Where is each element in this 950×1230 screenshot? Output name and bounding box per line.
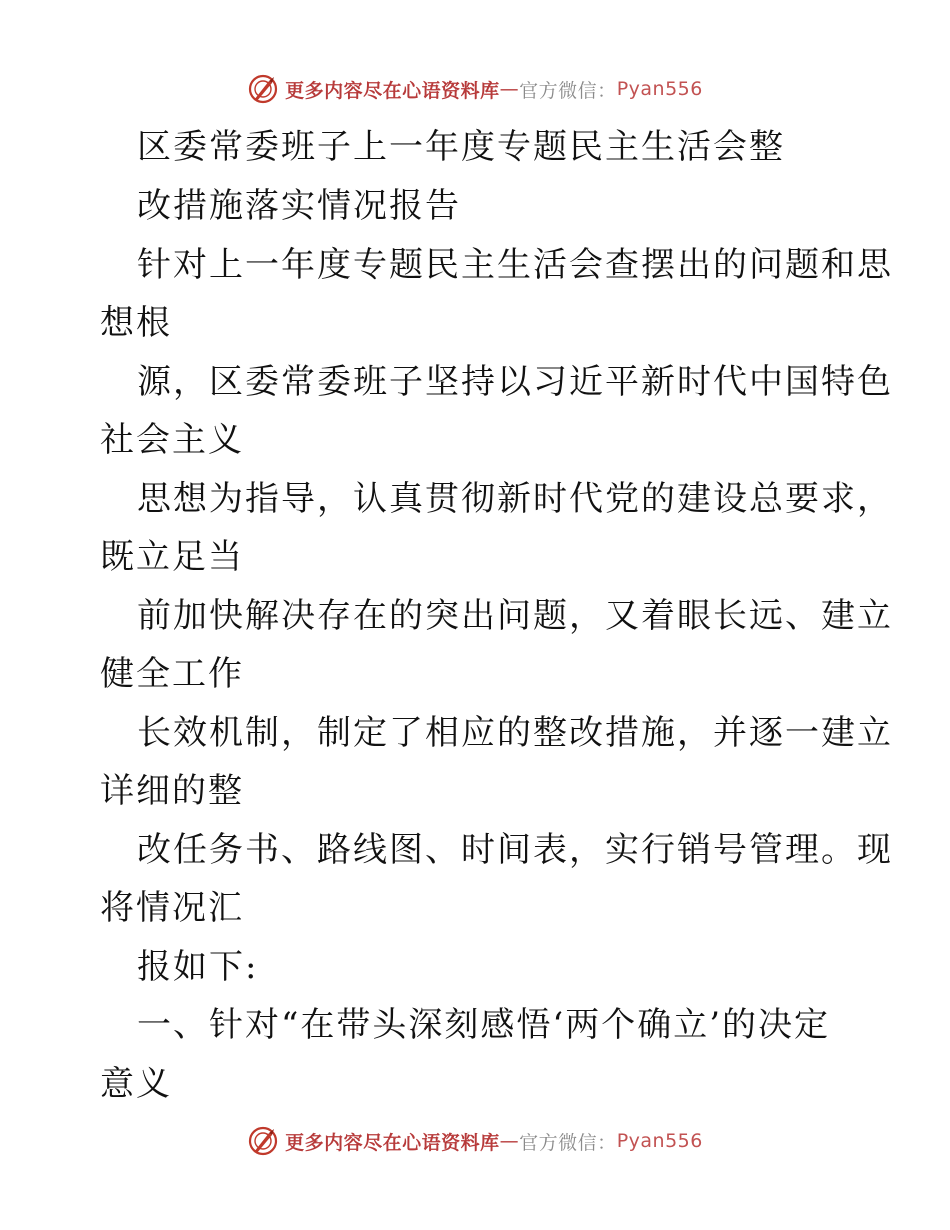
title-line-1: 区委常委班子上一年度专题民主生活会整 [137,127,785,167]
section-heading-line: 意义 [100,1064,172,1104]
paragraph-line: 既立足当 [100,537,244,577]
paragraph-line: 健全工作 [100,654,244,694]
paragraph-line: 改任务书、路线图、时间表，实行销号管理。现 [137,830,893,870]
header-site-text: 更多内容尽在心语资料库 [285,79,500,102]
paragraph-line: 长效机制，制定了相应的整改措施，并逐一建立 [137,713,893,753]
footer-watermark [0,1121,950,1161]
title-line-2: 改措施落实情况报告 [137,186,461,226]
paragraph-line: 源，区委常委班子坚持以习近平新时代中国特色 [137,362,893,402]
section-heading-line: 一、针对“在带头深刻感悟‘两个确立’的决定 [137,1005,830,1045]
paragraph-line: 前加快解决存在的突出问题，又着眼长远、建立 [137,596,893,636]
header-account-id: Pyan556 [616,78,703,100]
paragraph-line: 思想为指导，认真贯彻新时代党的建设总要求， [137,479,893,519]
footer-account-id: Pyan556 [616,1130,703,1152]
footer-account-label: 官方微信： [519,1131,617,1154]
paragraph-line: 想根 [100,303,172,343]
paragraph-line: 将情况汇 [100,888,244,928]
paragraph-line: 详细的整 [100,771,244,811]
header-account-label: 官方微信： [519,79,617,102]
footer-separator: — [499,1130,520,1152]
paragraph-line: 社会主义 [100,420,244,460]
footer-site-text: 更多内容尽在心语资料库 [285,1131,500,1154]
paragraph-line: 针对上一年度专题民主生活会查摆出的问题和思 [137,245,893,285]
paragraph-line: 报如下: [137,947,259,987]
quill-logo-icon [247,1125,279,1157]
header-separator: — [499,78,520,100]
